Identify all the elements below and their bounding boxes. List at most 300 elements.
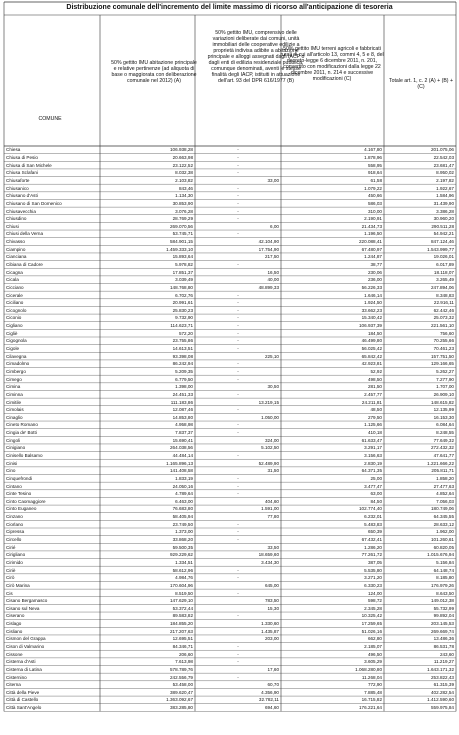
cell-col-a: 24.050,16 [172, 483, 193, 489]
cell-col-a: 170.604,96 [170, 582, 193, 588]
cell-col-c: 25,00 [370, 475, 382, 481]
cell-total: 148.615,82 [431, 399, 454, 405]
row-comune-name: Cinte Tesino [6, 491, 32, 497]
cell-total: 756,60 [439, 330, 454, 336]
cell-col-b: - [237, 361, 239, 367]
cell-col-c: 16.715,82 [361, 697, 382, 703]
row-comune-name: Cinto Caomaggiore [6, 498, 46, 504]
cell-col-b: - [237, 651, 239, 657]
cell-col-b: - [237, 407, 239, 413]
cell-col-b: 1.330,60 [261, 621, 279, 627]
cell-col-a: 111.183,86 [170, 399, 193, 405]
cell-col-c: 2.185,07 [364, 644, 382, 649]
cell-col-a: 28.769,29 [172, 216, 193, 222]
cell-col-a: 30.853,90 [172, 200, 193, 206]
cell-col-a: 17.851,37 [172, 269, 193, 275]
cell-col-c: 410,18 [367, 430, 382, 436]
cell-col-c: 5.535,80 [364, 567, 382, 573]
cell-col-c: 7.885,48 [364, 689, 382, 695]
cell-col-a: 12.695,51 [172, 636, 193, 642]
cell-col-b: 40,00 [267, 277, 279, 283]
cell-col-b: - [237, 491, 239, 497]
row-comune-name: Cicerale [6, 292, 23, 298]
cell-col-a: 9.732,90 [175, 315, 193, 321]
cell-col-b: - [237, 376, 239, 382]
cell-col-b: - [237, 613, 239, 619]
cell-col-b: - [237, 567, 239, 573]
cell-col-c: 84,50 [370, 498, 382, 504]
cell-col-a: 8.519,50 [175, 590, 193, 596]
cell-total: 243,60 [439, 651, 454, 657]
cell-total: 1.221.666,22 [427, 460, 454, 466]
cell-col-b: 77,80 [267, 514, 279, 520]
cell-total: 1.858,20 [436, 475, 454, 481]
cell-col-c: 496,50 [367, 651, 382, 657]
cell-col-c: 662,80 [367, 636, 382, 642]
row-comune-name: Cigognola [6, 338, 27, 344]
cell-total: 64.148,74 [433, 567, 454, 573]
row-comune-name: Città Sant'Angelo [6, 705, 42, 711]
cell-col-a: 389.620,47 [170, 689, 193, 695]
cell-col-a: 148.768,80 [170, 284, 193, 290]
cell-total: 290.511,28 [431, 223, 454, 229]
cell-col-a: 217.207,63 [170, 628, 193, 634]
cell-total: 1.643.171,32 [427, 666, 454, 672]
cell-total: 12.135,99 [433, 407, 454, 413]
cell-col-a: 58.405,94 [172, 514, 193, 520]
cell-total: 157.751,50 [431, 353, 454, 359]
cell-col-b: - [237, 216, 239, 222]
cell-col-a: 20.991,61 [172, 300, 193, 306]
cell-col-b: 18.659,60 [258, 552, 279, 558]
cell-col-c: 387,05 [367, 559, 382, 565]
row-comune-name: Citerna [6, 682, 21, 688]
cell-col-b: - [237, 644, 239, 649]
cell-total: 253.822,43 [431, 674, 454, 680]
cell-col-c: 1.125,66 [364, 422, 382, 428]
cell-col-a: 584.901,15 [170, 239, 193, 245]
cell-col-c: 21.434,73 [361, 223, 382, 229]
cell-col-b: - [237, 537, 239, 543]
cell-col-b: 33,00 [267, 177, 279, 183]
cell-col-a: 15.690,41 [172, 437, 193, 443]
row-comune-name: Chiusa Sclafani [6, 170, 38, 176]
header-comune: COMUNE [38, 116, 62, 122]
cell-col-c: 586,03 [367, 200, 382, 206]
cell-col-c: 124,00 [367, 590, 382, 596]
cell-col-b: - [237, 315, 239, 321]
cell-total: 47.641,77 [433, 453, 454, 458]
cell-col-b: - [237, 453, 239, 458]
cell-col-b: - [237, 483, 239, 489]
row-comune-name: Cineto Romano [6, 422, 38, 428]
cell-col-c: 230,06 [367, 269, 382, 275]
cell-col-c: 1.068.280,80 [355, 666, 382, 672]
cell-col-a: 1.833,19 [175, 475, 193, 481]
cell-col-c: 61.633,47 [361, 437, 382, 443]
cell-col-b: 31,50 [267, 468, 279, 474]
cell-col-a: 15.893,64 [172, 254, 193, 260]
cell-total: 272.432,32 [431, 445, 454, 451]
cell-total: 3.265,49 [436, 277, 454, 283]
cell-col-c: 558,95 [367, 162, 382, 168]
cell-col-a: 84.346,71 [172, 644, 193, 649]
cell-total: 402.282,54 [431, 689, 454, 695]
cell-col-c: 46.499,80 [361, 338, 382, 344]
cell-col-c: 2.457,77 [364, 391, 382, 397]
cell-total: 247.894,06 [431, 284, 454, 290]
cell-col-b: - [237, 330, 239, 336]
cell-col-b: 783,50 [264, 598, 279, 604]
cell-col-c: 918,64 [367, 170, 382, 176]
cell-col-c: 52,92 [370, 368, 382, 374]
cell-total: 5.156,84 [436, 559, 454, 565]
row-comune-name: Chiusa di Pesio [6, 155, 38, 161]
cell-col-a: 5.209,35 [175, 368, 193, 374]
cell-col-b: 52.489,90 [258, 460, 279, 466]
cell-col-b: - [237, 521, 239, 527]
cell-total: 27.477,63 [433, 483, 454, 489]
row-comune-name: Ciserano [6, 613, 25, 619]
cell-col-c: 67.432,41 [361, 537, 382, 543]
row-comune-name: Cisterna di Latina [6, 666, 42, 672]
cell-col-a: 843,46 [178, 185, 193, 191]
row-comune-name: Cimadolmo [6, 361, 30, 367]
cell-col-c: 184,50 [367, 330, 382, 336]
cell-col-a: 242.556,79 [170, 674, 193, 680]
cell-col-a: 53.458,00 [172, 682, 193, 688]
cell-col-b: 694,60 [264, 705, 279, 711]
cell-col-a: 106.938,28 [170, 147, 193, 153]
cell-total: 5.262,27 [436, 368, 454, 374]
row-comune-name: Cismon del Grappa [6, 636, 46, 642]
row-comune-name: Chiusa di San Michele [6, 162, 52, 168]
cell-col-c: 106.937,39 [359, 323, 382, 329]
cell-total: 201.075,06 [431, 147, 454, 153]
cell-col-c: 1.286,20 [364, 544, 382, 550]
cell-col-a: 578.789,76 [170, 666, 193, 672]
cell-total: 559.975,84 [431, 705, 454, 711]
cell-col-a: 24.451,33 [172, 391, 193, 397]
header-total: Totale art. 1, c. 2 (A) + (B) + (C) [388, 78, 453, 90]
cell-col-c: 61,58 [370, 177, 382, 183]
header-col-c: 50% gettito IMU terreni agricoli e fabbricati rurali di cui all'articolo 13, commi 4, 5 e 8, del decreto-legge 6 dicembre 2011, n. 201, convertito con modificazioni dalla legge 22 dicembre 2011, n. 214 e successive modificazioni (C) [280, 46, 384, 82]
cell-col-c: 3.271,20 [364, 575, 382, 581]
row-comune-name: Ciriè [6, 567, 16, 573]
row-comune-name: Chiusano di San Domenico [6, 200, 62, 206]
cell-col-c: 15.340,42 [361, 315, 382, 321]
row-comune-name: Cicala [6, 277, 19, 283]
cell-total: 1.962,00 [436, 529, 454, 535]
row-comune-name: Cisterna d'Asti [6, 659, 36, 665]
row-comune-name: Cisano Bergamasco [6, 598, 48, 604]
cell-col-a: 1.334,51 [175, 559, 193, 565]
row-comune-name: Cison di Valmarino [6, 644, 45, 649]
cell-total: 64.345,55 [433, 514, 454, 520]
cell-total: 221.561,10 [431, 323, 454, 329]
row-comune-name: Circello [6, 537, 22, 543]
cell-col-a: 1.165.896,13 [166, 460, 193, 466]
cell-col-a: 929.229,62 [170, 552, 193, 558]
row-comune-name: Cianciana [6, 254, 27, 260]
cell-col-a: 4.789,64 [175, 491, 193, 497]
cell-col-b: - [237, 292, 239, 298]
cell-total: 28.633,12 [433, 521, 454, 527]
cell-col-a: 572,20 [178, 330, 193, 336]
row-comune-name: Cirigliano [6, 552, 26, 558]
cell-total: 16.153,30 [433, 414, 454, 420]
cell-col-a: 14.853,80 [172, 414, 193, 420]
cell-col-a: 25.830,23 [172, 307, 193, 313]
cell-col-b: - [237, 368, 239, 374]
cell-col-c: 51.026,16 [361, 628, 382, 634]
row-comune-name: Chiusdino [6, 216, 27, 222]
cell-col-c: 33.662,23 [361, 307, 382, 313]
cell-col-b: 225,10 [264, 353, 279, 359]
row-comune-name: Chiusaforte [6, 177, 30, 183]
row-comune-name: Cigliano [6, 323, 23, 329]
cell-col-c: 1.196,50 [364, 231, 382, 237]
cell-col-b: 60,70 [267, 682, 279, 688]
cell-total: 7.277,90 [436, 376, 454, 382]
row-comune-name: Cisano sul Neva [6, 605, 40, 611]
cell-col-a: 4.984,76 [175, 575, 193, 581]
row-comune-name: Cicagna [6, 269, 23, 275]
cell-total: 99.892,04 [433, 613, 454, 619]
cell-col-b: - [237, 262, 239, 267]
cell-total: 149.012,38 [431, 598, 454, 604]
cell-col-c: 24.211,81 [361, 399, 382, 405]
cell-col-b: 4.356,90 [261, 689, 279, 695]
cell-col-b: - [237, 300, 239, 306]
row-comune-name: Cingoli [6, 437, 21, 443]
cell-col-a: 53.745,71 [172, 231, 193, 237]
cell-total: 4.852,64 [436, 491, 454, 497]
header-col-b: 50% gettito IMU, comprensivo delle variazioni deliberate dai comuni, unità immobiliari delle cooperative edilizie a proprietà indivisa adibite a abitazione principale e alloggi assegnati dagli IACP o dagli enti di edilizia residenziale pubblica, comunque denominati, aventi le stesse finalità degli IACP, istituiti in attuazione dell'art. 93 del DPR 616/1977 (B) [207, 30, 305, 84]
cell-total: 8.248,55 [436, 430, 454, 436]
page-title: Distribuzione comunale dell'incremento del limite massimo di ricorso all'anticipazione di tesoreria [66, 4, 393, 11]
cell-total: 19.026,01 [433, 254, 454, 260]
cell-total: 176.979,26 [431, 582, 454, 588]
cell-col-a: 6.463,00 [175, 498, 193, 504]
cell-col-c: 2.830,19 [364, 460, 382, 466]
cell-total: 203.145,53 [431, 621, 454, 627]
cell-col-b: 6,00 [270, 223, 279, 229]
cell-col-b: - [237, 575, 239, 581]
cell-col-a: 14.613,51 [172, 346, 193, 352]
header-col-a: 50% gettito IMU abitazione principale e relative pertinenze (ad aliquota di base o maggiorata con deliberazione comunale nel 2012) (A) [111, 60, 197, 84]
cell-col-b: 17,60 [267, 666, 279, 672]
cell-col-b: 17.754,90 [258, 246, 279, 252]
cell-col-a: 44.484,14 [172, 453, 193, 458]
cell-col-a: 8.032,38 [175, 170, 193, 176]
cell-col-b: 645,00 [264, 582, 279, 588]
row-comune-name: Città di Castello [6, 697, 39, 703]
cell-total: 30.960,20 [433, 216, 454, 222]
cell-col-c: 498,50 [367, 376, 382, 382]
cell-col-b: - [237, 147, 239, 153]
row-comune-name: Cimolais [6, 407, 24, 413]
cell-col-c: 772,90 [367, 682, 382, 688]
cell-total: 77.649,32 [433, 437, 454, 443]
cell-col-a: 86.242,94 [172, 361, 193, 367]
cell-col-b: - [237, 307, 239, 313]
cell-total: 54.942,21 [433, 231, 454, 237]
cell-col-b: - [237, 200, 239, 206]
row-comune-name: Cimitile [6, 399, 22, 405]
cell-col-b: 404,60 [264, 498, 279, 504]
cell-col-b: 16,50 [267, 269, 279, 275]
cell-col-a: 89.583,82 [172, 613, 193, 619]
cell-col-a: 23.749,50 [172, 521, 193, 527]
cell-total: 18.118,07 [433, 269, 454, 275]
cell-col-c: 281,50 [367, 384, 382, 390]
cell-col-c: 3.605,29 [364, 659, 382, 665]
cell-col-b: - [237, 346, 239, 352]
cell-col-b: 217,50 [264, 254, 279, 260]
cell-total: 31.439,90 [433, 200, 454, 206]
row-comune-name: Cicciano [6, 284, 24, 290]
row-comune-name: Cintano [6, 483, 22, 489]
cell-col-c: 42.923,81 [361, 361, 382, 367]
cell-col-c: 6.330,23 [364, 582, 382, 588]
cell-col-a: 20.663,98 [172, 155, 193, 161]
cell-total: 22.916,11 [433, 300, 454, 306]
cell-col-a: 7.613,98 [175, 659, 193, 665]
cell-col-a: 1.134,30 [175, 193, 193, 199]
cell-total: 70.255,66 [433, 338, 454, 344]
cell-total: 1.412.590,60 [427, 697, 454, 703]
cell-col-a: 76.683,80 [172, 506, 193, 512]
row-comune-name: Chiusano d'Asti [6, 193, 38, 199]
cell-total: 25.073,32 [433, 315, 454, 321]
cell-col-c: 236,00 [367, 277, 382, 283]
cell-total: 7.056,03 [436, 498, 454, 504]
cell-col-a: 53.372,44 [172, 605, 193, 611]
cell-col-a: 1.373,00 [175, 529, 193, 535]
row-comune-name: Cimego [6, 376, 22, 382]
row-comune-name: Cis [6, 590, 13, 596]
cell-col-c: 450,66 [367, 193, 382, 199]
cell-col-b: - [237, 659, 239, 665]
row-comune-name: Cilavegna [6, 353, 27, 359]
cell-col-a: 23.122,52 [172, 162, 193, 168]
cell-col-b: 32.782,11 [258, 697, 279, 703]
cell-col-c: 2.190,91 [364, 216, 382, 222]
cell-col-c: 11.268,04 [361, 674, 382, 680]
row-comune-name: Cinaglio [6, 414, 23, 420]
row-comune-name: Cirò [6, 575, 15, 581]
row-comune-name: Cirié [6, 544, 16, 550]
cell-col-c: 220.088,41 [359, 239, 382, 245]
row-comune-name: Cirimido [6, 559, 23, 565]
cell-col-b: - [237, 155, 239, 161]
cell-col-a: 58.612,96 [172, 567, 193, 573]
cell-col-b: - [237, 338, 239, 344]
cell-col-c: 48,50 [370, 407, 382, 413]
row-comune-name: Cingia de' Botti [6, 430, 37, 436]
cell-col-a: 184.855,20 [170, 621, 193, 627]
cell-col-a: 7.837,37 [175, 430, 193, 436]
cell-col-b: - [237, 475, 239, 481]
cell-col-a: 114.623,71 [170, 323, 193, 329]
cell-col-c: 4.167,80 [364, 147, 382, 153]
cell-col-c: 77.261,72 [361, 552, 382, 558]
row-comune-name: Cinzano [6, 514, 23, 520]
row-comune-name: Cisternino [6, 674, 27, 680]
cell-col-c: 17.259,65 [361, 621, 382, 627]
row-comune-name: Cisliano [6, 628, 23, 634]
cell-total: 1.922,67 [436, 185, 454, 191]
cell-total: 6.084,64 [436, 422, 454, 428]
cell-total: 22.542,03 [433, 155, 454, 161]
row-comune-name: Cissone [6, 651, 23, 657]
cell-col-a: 3.039,49 [175, 277, 193, 283]
cell-col-a: 383.285,80 [170, 705, 193, 711]
cell-col-b: - [237, 231, 239, 237]
row-comune-name: Ciampino [6, 246, 26, 252]
cell-total: 70.461,23 [433, 346, 454, 352]
cell-col-b: 33,50 [267, 544, 279, 550]
row-comune-name: Chiesa [6, 147, 21, 153]
row-comune-name: Cimina [6, 384, 21, 390]
cell-col-c: 63,00 [370, 491, 382, 497]
cell-col-b: - [237, 162, 239, 168]
cell-col-a: 206,60 [178, 651, 193, 657]
row-comune-name: Ciorlano [6, 521, 24, 527]
cell-col-c: 5.483,83 [364, 521, 382, 527]
cell-col-c: 38,77 [370, 262, 382, 267]
cell-col-c: 1.079,22 [364, 185, 382, 191]
cell-col-a: 3.076,28 [175, 208, 193, 214]
row-comune-name: Cino [6, 468, 16, 474]
row-comune-name: Cinto Euganeo [6, 506, 37, 512]
cell-total: 129.166,65 [431, 361, 454, 367]
cell-col-b: - [237, 674, 239, 680]
cell-total: 23.681,47 [433, 162, 454, 168]
cell-total: 55.732,99 [433, 605, 454, 611]
cell-col-c: 3.156,63 [364, 453, 382, 458]
cell-col-b: - [237, 185, 239, 191]
cell-total: 847.124,46 [431, 239, 454, 245]
cell-col-b: - [237, 391, 239, 397]
row-comune-name: Cirò Marina [6, 582, 30, 588]
cell-col-b: 42.104,90 [258, 239, 279, 245]
row-comune-name: Cinisi [6, 460, 18, 466]
cell-col-b: 15,30 [267, 605, 279, 611]
cell-col-c: 3.291,17 [364, 445, 382, 451]
cell-col-c: 1.878,96 [364, 155, 382, 161]
cell-col-b: - [237, 529, 239, 535]
cell-col-c: 3.477,47 [364, 483, 382, 489]
cell-col-a: 33.868,20 [172, 537, 193, 543]
cell-col-b: - [237, 193, 239, 199]
row-comune-name: Chivasso [6, 239, 25, 245]
row-comune-name: Chiusi della Verna [6, 231, 44, 237]
cell-col-b: - [237, 170, 239, 176]
cell-total: 6.017,89 [436, 262, 454, 267]
row-comune-name: Cinisello Balsamo [6, 453, 43, 458]
cell-total: 8.643,50 [436, 590, 454, 596]
cell-total: 2.197,82 [436, 177, 454, 183]
cell-col-a: 6.779,50 [175, 376, 193, 382]
cell-col-c: 6.232,01 [364, 514, 382, 520]
cell-col-a: 264.038,56 [170, 445, 193, 451]
cell-col-c: 10.325,42 [361, 613, 382, 619]
cell-col-a: 59.500,35 [172, 544, 193, 550]
row-comune-name: Cinquefrondi [6, 475, 33, 481]
row-comune-name: Cipressa [6, 529, 25, 535]
